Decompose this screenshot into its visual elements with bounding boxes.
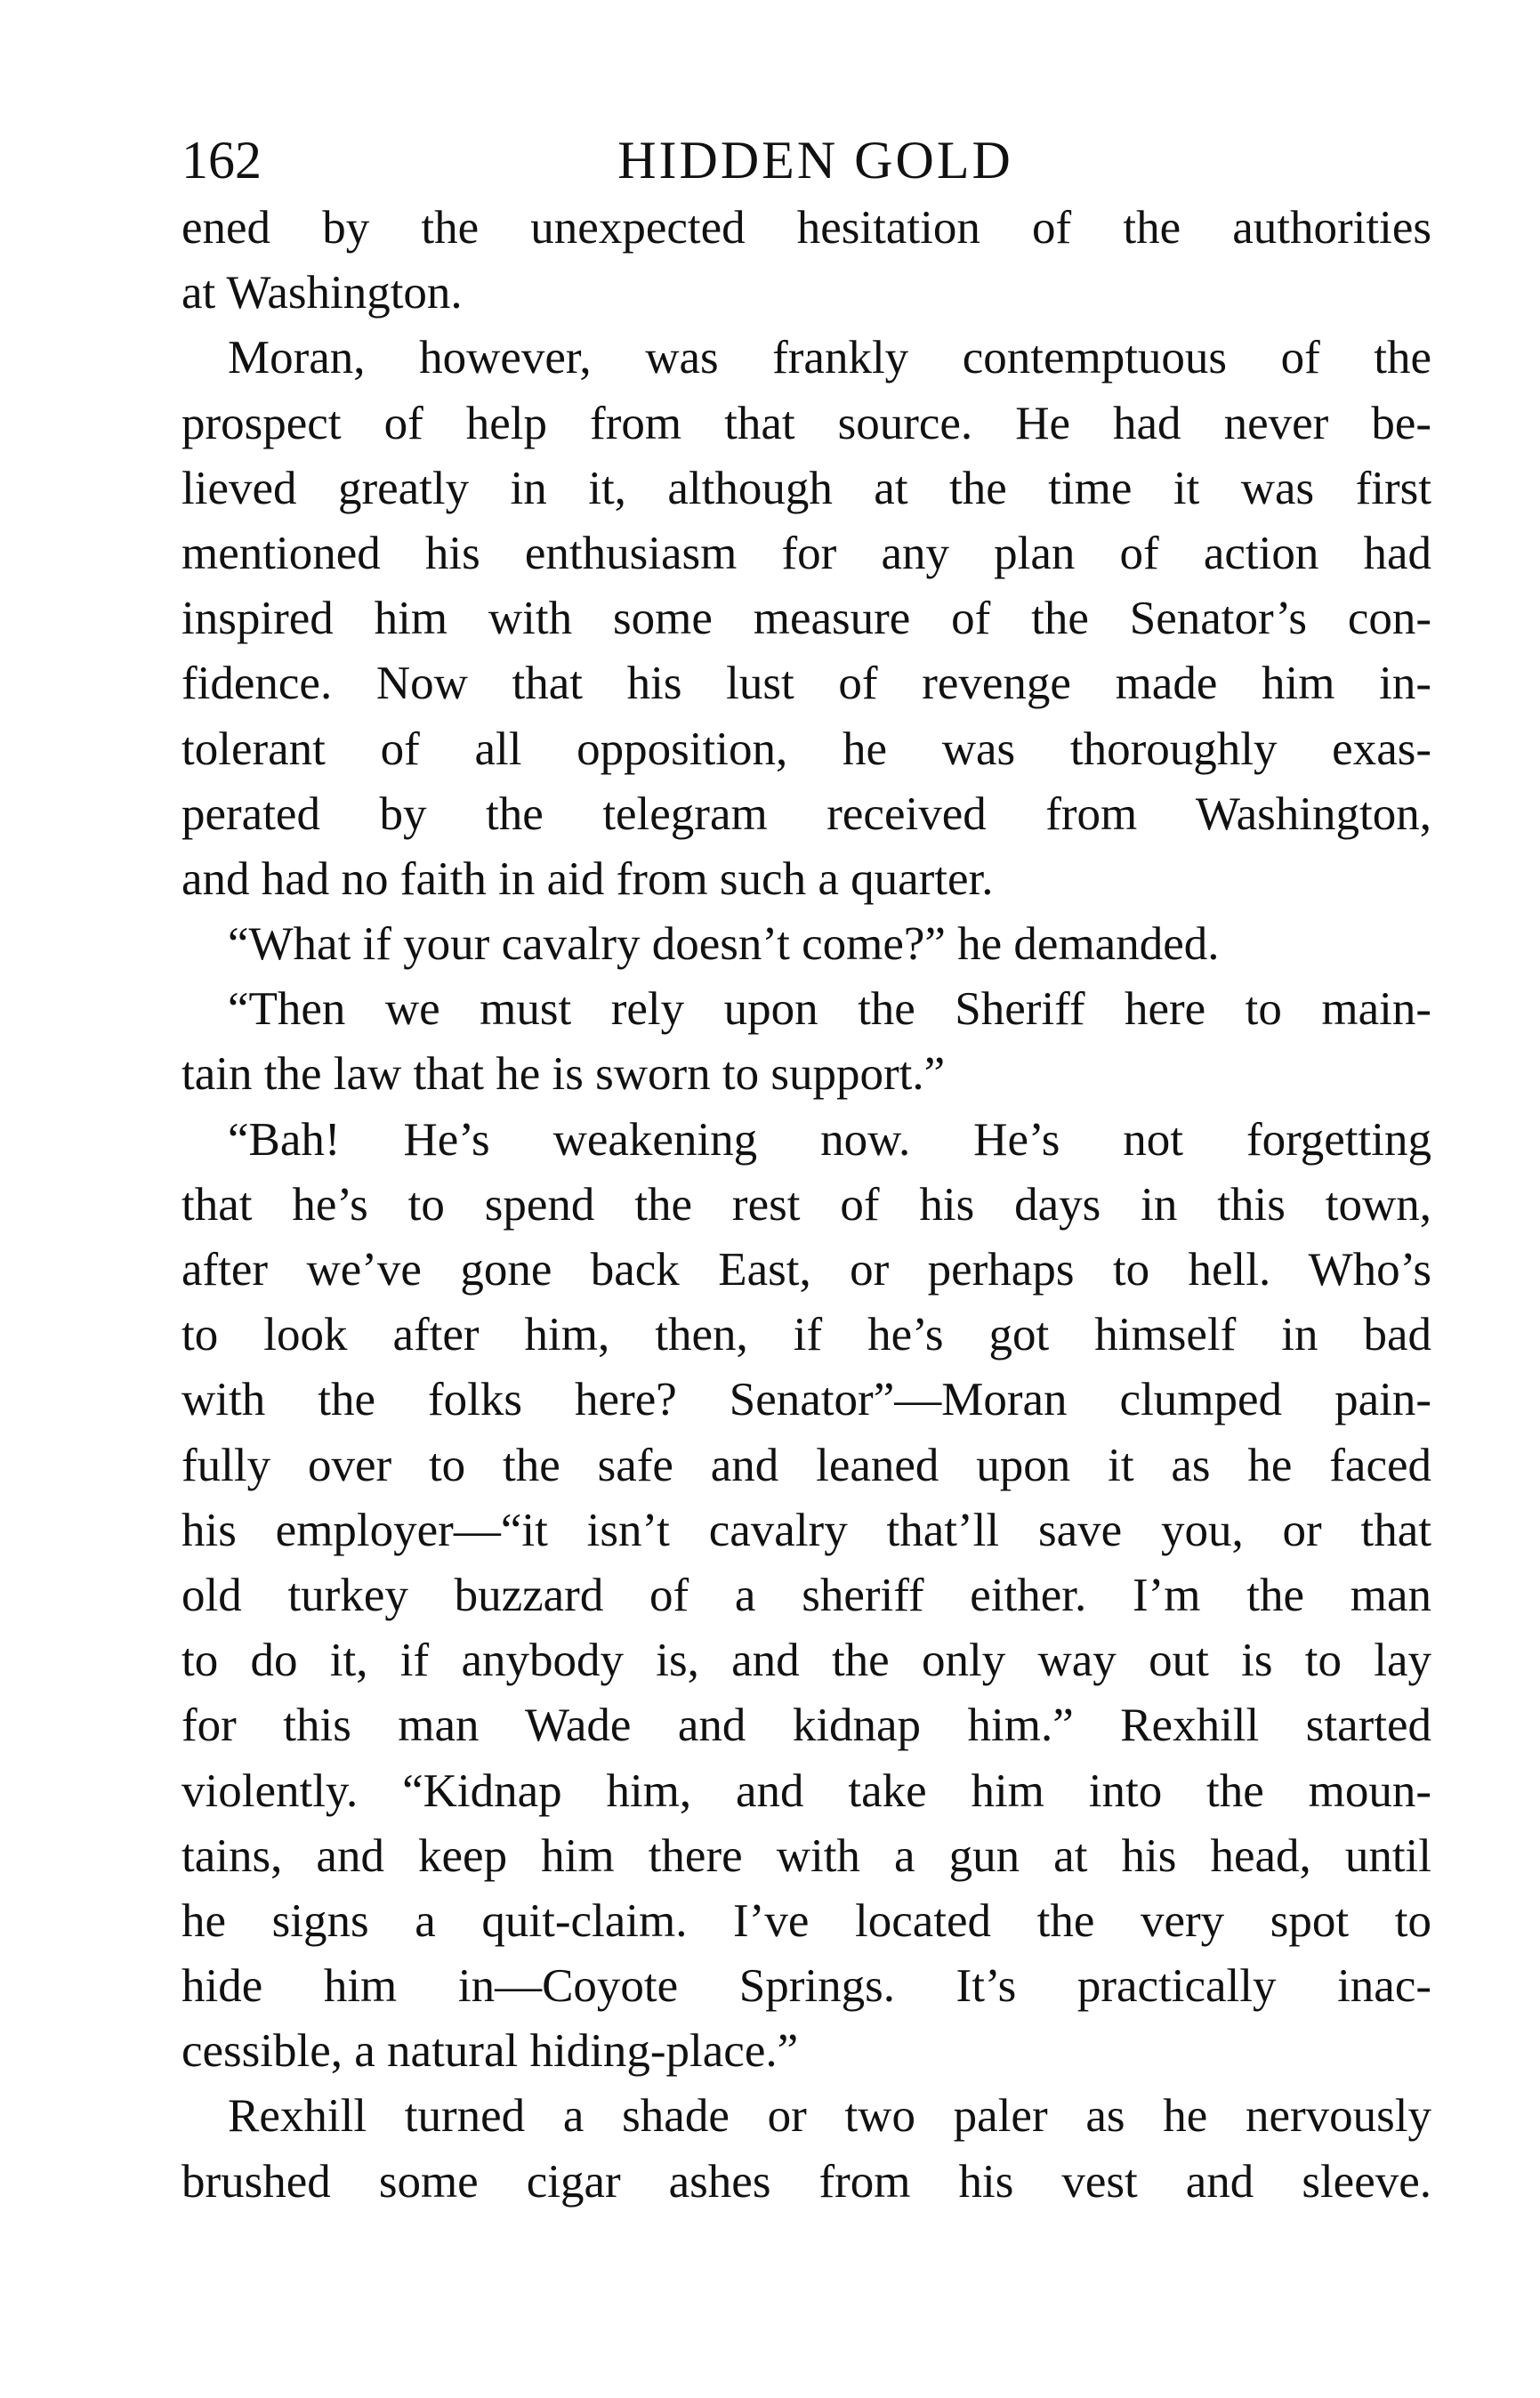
text-line: he signs a quit-claim. I’ve located the very spot to — [181, 1894, 1431, 1947]
text-line: his employer—“it isn’t cavalry that’ll save you, or that — [181, 1504, 1431, 1556]
text-line: inspired him with some measure of the Senator’s con- — [181, 593, 1431, 645]
text-line: brushed some cigar ashes from his vest and sleeve. — [181, 2155, 1431, 2208]
text-line: fully over to the safe and leaned upon it as he faced — [181, 1439, 1431, 1491]
running-head — [181, 125, 1431, 196]
text-line: fidence. Now that his lust of revenge made him in- — [181, 658, 1431, 710]
text-line: cessible, a natural hiding-place.” — [181, 2025, 799, 2078]
text-line: “What if your cavalry doesn’t come?” he demanded. — [228, 918, 1220, 971]
page-number: 162 — [181, 131, 262, 190]
book-page — [181, 125, 1431, 2215]
running-title: HIDDEN GOLD — [617, 131, 1013, 190]
text-line: and had no faith in aid from such a quarter. — [181, 852, 994, 905]
text-line: that he’s to spend the rest of his days in this town, — [181, 1178, 1431, 1231]
text-line: hide him in—Coyote Springs. It’s practically inac- — [181, 1960, 1431, 2013]
text-line: to do it, if anybody is, and the only way out is to lay — [181, 1635, 1431, 1687]
text-line: tolerant of all opposition, he was thoroughly exas- — [181, 723, 1431, 775]
text-line: “Then we must rely upon the Sheriff here to main- — [228, 983, 1431, 1036]
text-line: tain the law that he is sworn to support.” — [181, 1048, 946, 1101]
text-line: Moran, however, was frankly contemptuous of the — [228, 332, 1431, 384]
body-text — [181, 196, 1431, 2215]
text-line: “Bah! He’s weakening now. He’s not forgetting — [228, 1113, 1431, 1166]
text-line: with the folks here? Senator”—Moran clumped pain- — [181, 1374, 1431, 1426]
text-line: for this man Wade and kidnap him.” Rexhill started — [181, 1700, 1431, 1752]
text-line: after we’ve gone back East, or perhaps to hell. Who’s — [181, 1244, 1431, 1296]
text-line: lieved greatly in it, although at the time it was first — [181, 462, 1431, 514]
text-line: violently. “Kidnap him, and take him into the moun- — [181, 1764, 1431, 1817]
text-line: ened by the unexpected hesitation of the authorities — [181, 202, 1431, 254]
text-line: perated by the telegram received from Washington, — [181, 787, 1431, 840]
text-line: Rexhill turned a shade or two paler as he nervously — [228, 2090, 1431, 2143]
text-line: prospect of help from that source. He had never be- — [181, 397, 1431, 449]
text-line: old turkey buzzard of a sheriff either. I’m the man — [181, 1569, 1431, 1621]
text-line: mentioned his enthusiasm for any plan of action had — [181, 527, 1431, 579]
text-line: tains, and keep him there with a gun at his head, until — [181, 1829, 1431, 1882]
text-line: to look after him, then, if he’s got himself in bad — [181, 1309, 1431, 1361]
text-line: at Washington. — [181, 267, 463, 319]
